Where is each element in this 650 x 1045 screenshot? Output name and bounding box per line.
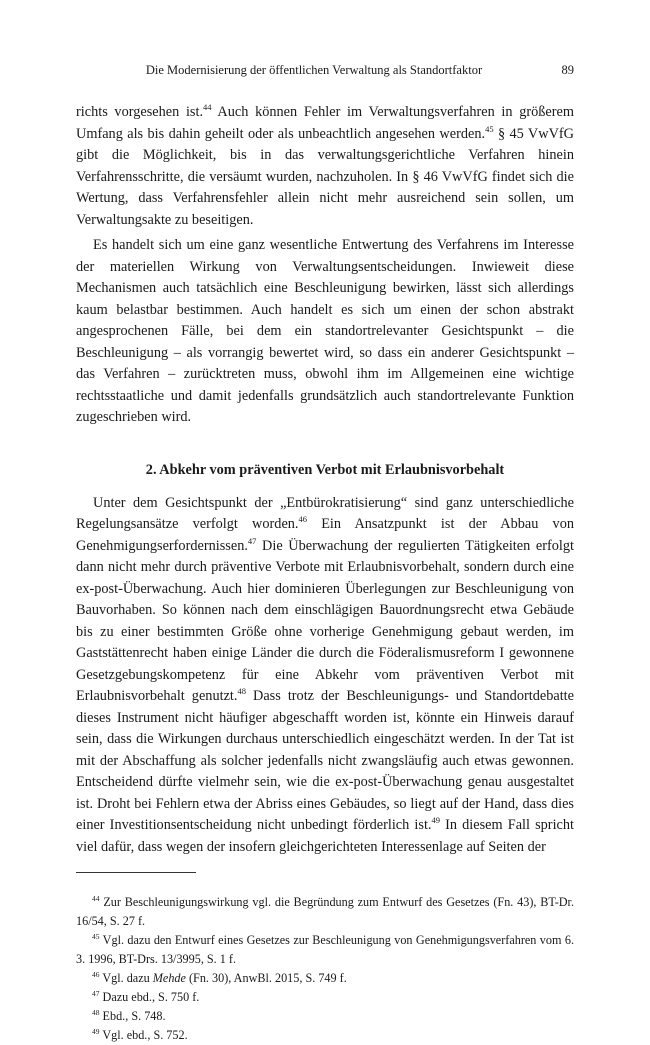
footnote-ref-48[interactable]: 48 xyxy=(237,686,246,696)
footnotes xyxy=(76,893,574,1045)
footnote-text: (Fn. 30), AnwBl. 2015, S. 749 f. xyxy=(185,971,347,985)
paragraph-1 xyxy=(76,102,574,231)
text-run: Auch können Fehler im Verwaltungsverfahren in größerem Umfang als bis dahin geheilt oder als unbeachtlich angesehen werden. xyxy=(76,104,575,142)
footnote-divider xyxy=(76,872,196,873)
text-run: Unter dem Gesichtspunkt der „Entbürokratisierung“ sind ganz unterschiedliche Regelungsansätze verfolgt worden. xyxy=(76,494,574,532)
footnote-45 xyxy=(76,931,574,969)
footnote-text: Dazu ebd., S. 750 f. xyxy=(99,990,200,1004)
footnote-number: 44 xyxy=(92,894,100,903)
text-run: richts vorgesehen ist. xyxy=(76,104,204,120)
footnote-text: Vgl. dazu den Entwurf eines Gesetzes zur Beschleunigung von Genehmigungsverfahren vom 6. 3. 1996, BT-Drs. 13/3995, S. 1 f. xyxy=(76,933,574,966)
text-run: Dass trotz der Beschleunigungs- und Standortdebatte dieses Instrument nicht häufiger abgeschafft worden ist, könnte ein Hinweis darauf sein, dass die Wirkungen durchaus unterschiedlich eingeschätzt werden. In der Tat ist mit der Abschaffung als solcher jedenfalls nicht zwangsläufig auch etwas gewonnen. Entscheidend dürfte vielmehr sein, wie die ex-post-Überwachung genau ausgestaltet ist. Droht bei Fehlern etwa der Abriss eines Gebäudes, so liegt auf der Hand, dass dies einer Investitionsentscheidung nicht unbedingt förderlich ist. xyxy=(76,688,574,833)
footnote-47 xyxy=(76,988,574,1007)
section-heading: 2. Abkehr vom präventiven Verbot mit Erlaubnisvorbehalt xyxy=(145,461,505,478)
footnote-46 xyxy=(76,969,574,988)
footnote-ref-49[interactable]: 49 xyxy=(431,815,440,825)
footnote-ref-45[interactable]: 45 xyxy=(485,123,494,134)
footnote-ref-46[interactable]: 46 xyxy=(298,514,308,524)
text-run: Die Überwachung der regulierten Tätigkeiten erfolgt dann nicht mehr durch präventive Verbote mit Erlaubnisvorbehalt, sondern durch eine ex-post-Überwachung. Auch hier dominieren Überlegungen zur Beschleunigung von Bauvorhaben. So können nach dem einschlägigen Bauordnungsrecht etwa Gebäude bis zu einer bestimmten Größe ohne vorherige Genehmigung gebaut werden, im Gaststättenrecht haben einige Länder die durch die Föderalismusreform I gewonnene Gesetzgebungskompetenz für eine Abkehr vom präventiven Verbot mit Erlaubnisvorbehalt genutzt. xyxy=(76,537,574,704)
footnote-ref-47[interactable]: 47 xyxy=(247,535,257,546)
footnote-number: 45 xyxy=(92,932,100,941)
main-text xyxy=(76,102,574,858)
footnote-44 xyxy=(76,893,574,931)
text-run: Ein Ansatzpunkt ist der Abbau von Genehmigungserfordernissen. xyxy=(76,516,575,554)
footnote-number: 48 xyxy=(92,1008,100,1017)
text-run: In diesem Fall spricht viel dafür, dass wegen der insofern gleichgerichteten Interessenlage auf Seiten der xyxy=(76,817,575,855)
running-header xyxy=(76,62,574,78)
text-run: § 45 VwVfG gibt die Möglichkeit, bis in das verwaltungsgerichtliche Verfahren hinein Verfahrensschritte, die versäumt wurden, nachzuholen. In § 46 VwVfG findet sich die Wertung, dass Verfahrensfehler allein nicht mehr ausreichend sein sollen, um Verwaltungsakte zu beseitigen. xyxy=(76,125,574,228)
footnote-48 xyxy=(76,1007,574,1026)
running-title: Die Modernisierung der öffentlichen Verwaltung als Standortfaktor xyxy=(145,63,483,77)
footnote-text: Ebd., S. 748. xyxy=(99,1009,166,1023)
footnote-text: Zur Beschleunigungswirkung vgl. die Begründung zum Entwurf des Gesetzes (Fn. 43), BT-Dr. 16/54, S. 27 f. xyxy=(76,895,574,928)
footnote-text: Vgl. dazu xyxy=(99,971,153,985)
footnote-49 xyxy=(76,1026,574,1045)
book-page xyxy=(76,62,574,1045)
footnote-text: Vgl. ebd., S. 752. xyxy=(99,1028,188,1042)
footnote-number: 49 xyxy=(92,1027,100,1036)
footnote-number: 47 xyxy=(92,989,100,998)
author-name: Mehde xyxy=(152,971,186,985)
paragraph-3 xyxy=(76,493,574,859)
paragraph-2: Es handelt sich um eine ganz wesentliche Entwertung des Verfahrens im Interesse der materiellen Wirkung von Verwaltungsentscheidungen. Inwieweit diese Mechanismen auch tatsächlich eine Beschleunigung bewirken, lässt sich allerdings kaum belastbar bestimmen. Auch handelt es sich um einen der schon abstrakt angesprochenen Fälle, bei dem ein standortrelevanter Gesichtspunkt – die Beschleunigung – als vorrangig bewertet wird, so dass ein anderer Gesichtspunkt – das Verfahren – zurücktreten muss, obwohl ihm im Allgemeinen eine wichtige rechtsstaatliche und damit jedenfalls grundsätzlich auch standortrelevante Funktion zugeschrieben wird. xyxy=(76,237,574,425)
footnote-ref-44[interactable]: 44 xyxy=(203,102,212,112)
footnote-number: 46 xyxy=(92,970,100,979)
page-number: 89 xyxy=(561,63,574,77)
